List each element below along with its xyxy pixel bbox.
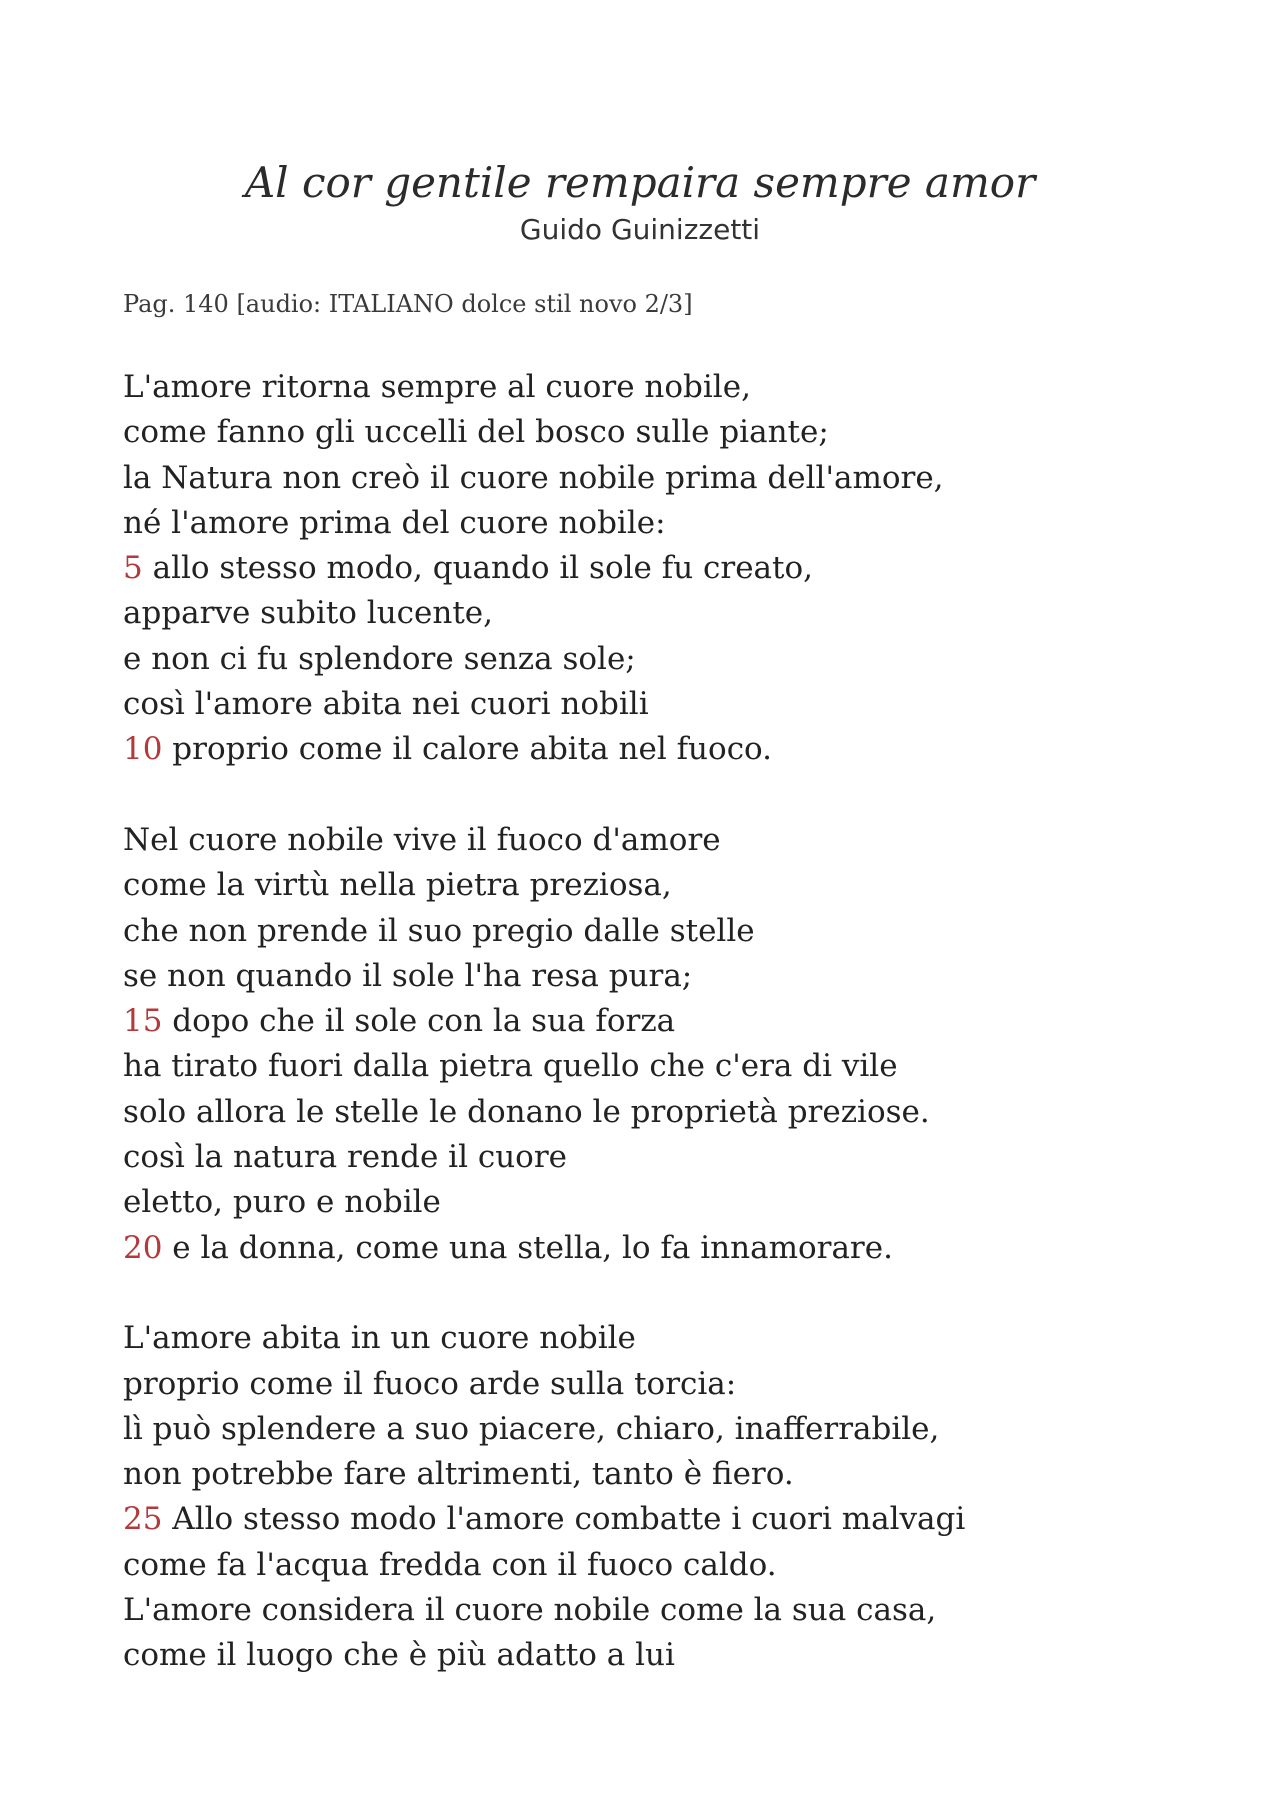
- poem-line: [123, 1362, 1223, 1407]
- poem-line: [123, 999, 1223, 1044]
- poem-line: [123, 1497, 1223, 1542]
- poem-line: [123, 591, 1223, 636]
- line-text: come il luogo che è più adatto a lui: [123, 1637, 675, 1674]
- line-text: allo stesso modo, quando il sole fu creato,: [142, 550, 814, 587]
- line-text: non potrebbe fare altrimenti, tanto è fiero.: [123, 1456, 794, 1493]
- line-text: e non ci fu splendore senza sole;: [123, 640, 636, 677]
- line-number: 20: [123, 1229, 163, 1266]
- line-text: dopo che il sole con la sua forza: [162, 1003, 676, 1040]
- line-number: 10: [123, 731, 163, 768]
- line-text: la Natura non creò il cuore nobile prima dell'amore,: [123, 459, 944, 496]
- line-number: 15: [123, 1003, 163, 1040]
- line-text: eletto, puro e nobile: [123, 1184, 441, 1221]
- poem-line: [123, 546, 1223, 591]
- line-number: 5: [123, 550, 143, 587]
- stanza: [123, 1316, 1223, 1678]
- line-text: lì può splendere a suo piacere, chiaro, inafferrabile,: [123, 1410, 940, 1447]
- poem-line: [123, 1316, 1223, 1361]
- poem-line: [123, 1633, 1223, 1678]
- poem-line: [123, 1543, 1223, 1588]
- poem-line: [123, 818, 1223, 863]
- line-text: né l'amore prima del cuore nobile:: [123, 504, 666, 541]
- poem-line: [123, 727, 1223, 772]
- poem-line: [123, 1044, 1223, 1089]
- poem-line: [123, 365, 1223, 410]
- line-text: L'amore ritorna sempre al cuore nobile,: [123, 369, 751, 405]
- line-text: solo allora le stelle le donano le proprietà preziose.: [123, 1093, 930, 1130]
- poem-title: Al cor gentile rempaira sempre amor: [244, 158, 1036, 207]
- line-text: come fanno gli uccelli del bosco sulle piante;: [123, 414, 829, 451]
- poem-line: [123, 1452, 1223, 1497]
- poem-line: [123, 1588, 1223, 1633]
- poem-line: [123, 1180, 1223, 1225]
- line-text: Nel cuore nobile vive il fuoco d'amore: [123, 821, 721, 858]
- line-number: 25: [123, 1501, 163, 1538]
- line-text: che non prende il suo pregio dalle stelle: [123, 912, 755, 949]
- poem-author: Guido Guinizzetti: [519, 213, 761, 246]
- stanza: [123, 365, 1223, 773]
- line-text: se non quando il sole l'ha resa pura;: [123, 957, 693, 994]
- line-text: L'amore abita in un cuore nobile: [123, 1320, 636, 1357]
- line-text: L'amore considera il cuore nobile come la sua casa,: [123, 1592, 937, 1629]
- line-text: proprio come il fuoco arde sulla torcia:: [123, 1365, 737, 1402]
- line-text: così l'amore abita nei cuori nobili: [123, 686, 649, 723]
- line-text: come la virtù nella pietra preziosa,: [123, 867, 672, 904]
- stanza-break: [123, 1271, 1223, 1316]
- line-text: così la natura rende il cuore: [123, 1139, 567, 1176]
- stanza: [123, 818, 1223, 1271]
- stanza-break: [123, 773, 1223, 818]
- poem-line: [123, 954, 1223, 999]
- poem-line: [123, 1226, 1223, 1271]
- poem-line: [123, 501, 1223, 546]
- poem-line: [123, 1135, 1223, 1180]
- page-reference: Pag. 140 [audio: ITALIANO dolce stil novo 2/3]: [123, 290, 693, 318]
- line-text: proprio come il calore abita nel fuoco.: [162, 731, 773, 768]
- poem-line: [123, 1407, 1223, 1452]
- line-text: ha tirato fuori dalla pietra quello che c'era di vile: [123, 1048, 898, 1085]
- line-text: apparve subito lucente,: [123, 595, 494, 632]
- poem-line: [123, 863, 1223, 908]
- poem-body: [123, 365, 1223, 1679]
- poem-line: [123, 682, 1223, 727]
- poem-line: [123, 637, 1223, 682]
- poem-line: [123, 456, 1223, 501]
- line-text: come fa l'acqua fredda con il fuoco caldo.: [123, 1546, 777, 1583]
- line-text: Allo stesso modo l'amore combatte i cuori malvagi: [162, 1501, 966, 1538]
- poem-line: [123, 1090, 1223, 1135]
- poem-line: [123, 410, 1223, 455]
- line-text: e la donna, come una stella, lo fa innamorare.: [162, 1229, 893, 1266]
- poem-line: [123, 909, 1223, 954]
